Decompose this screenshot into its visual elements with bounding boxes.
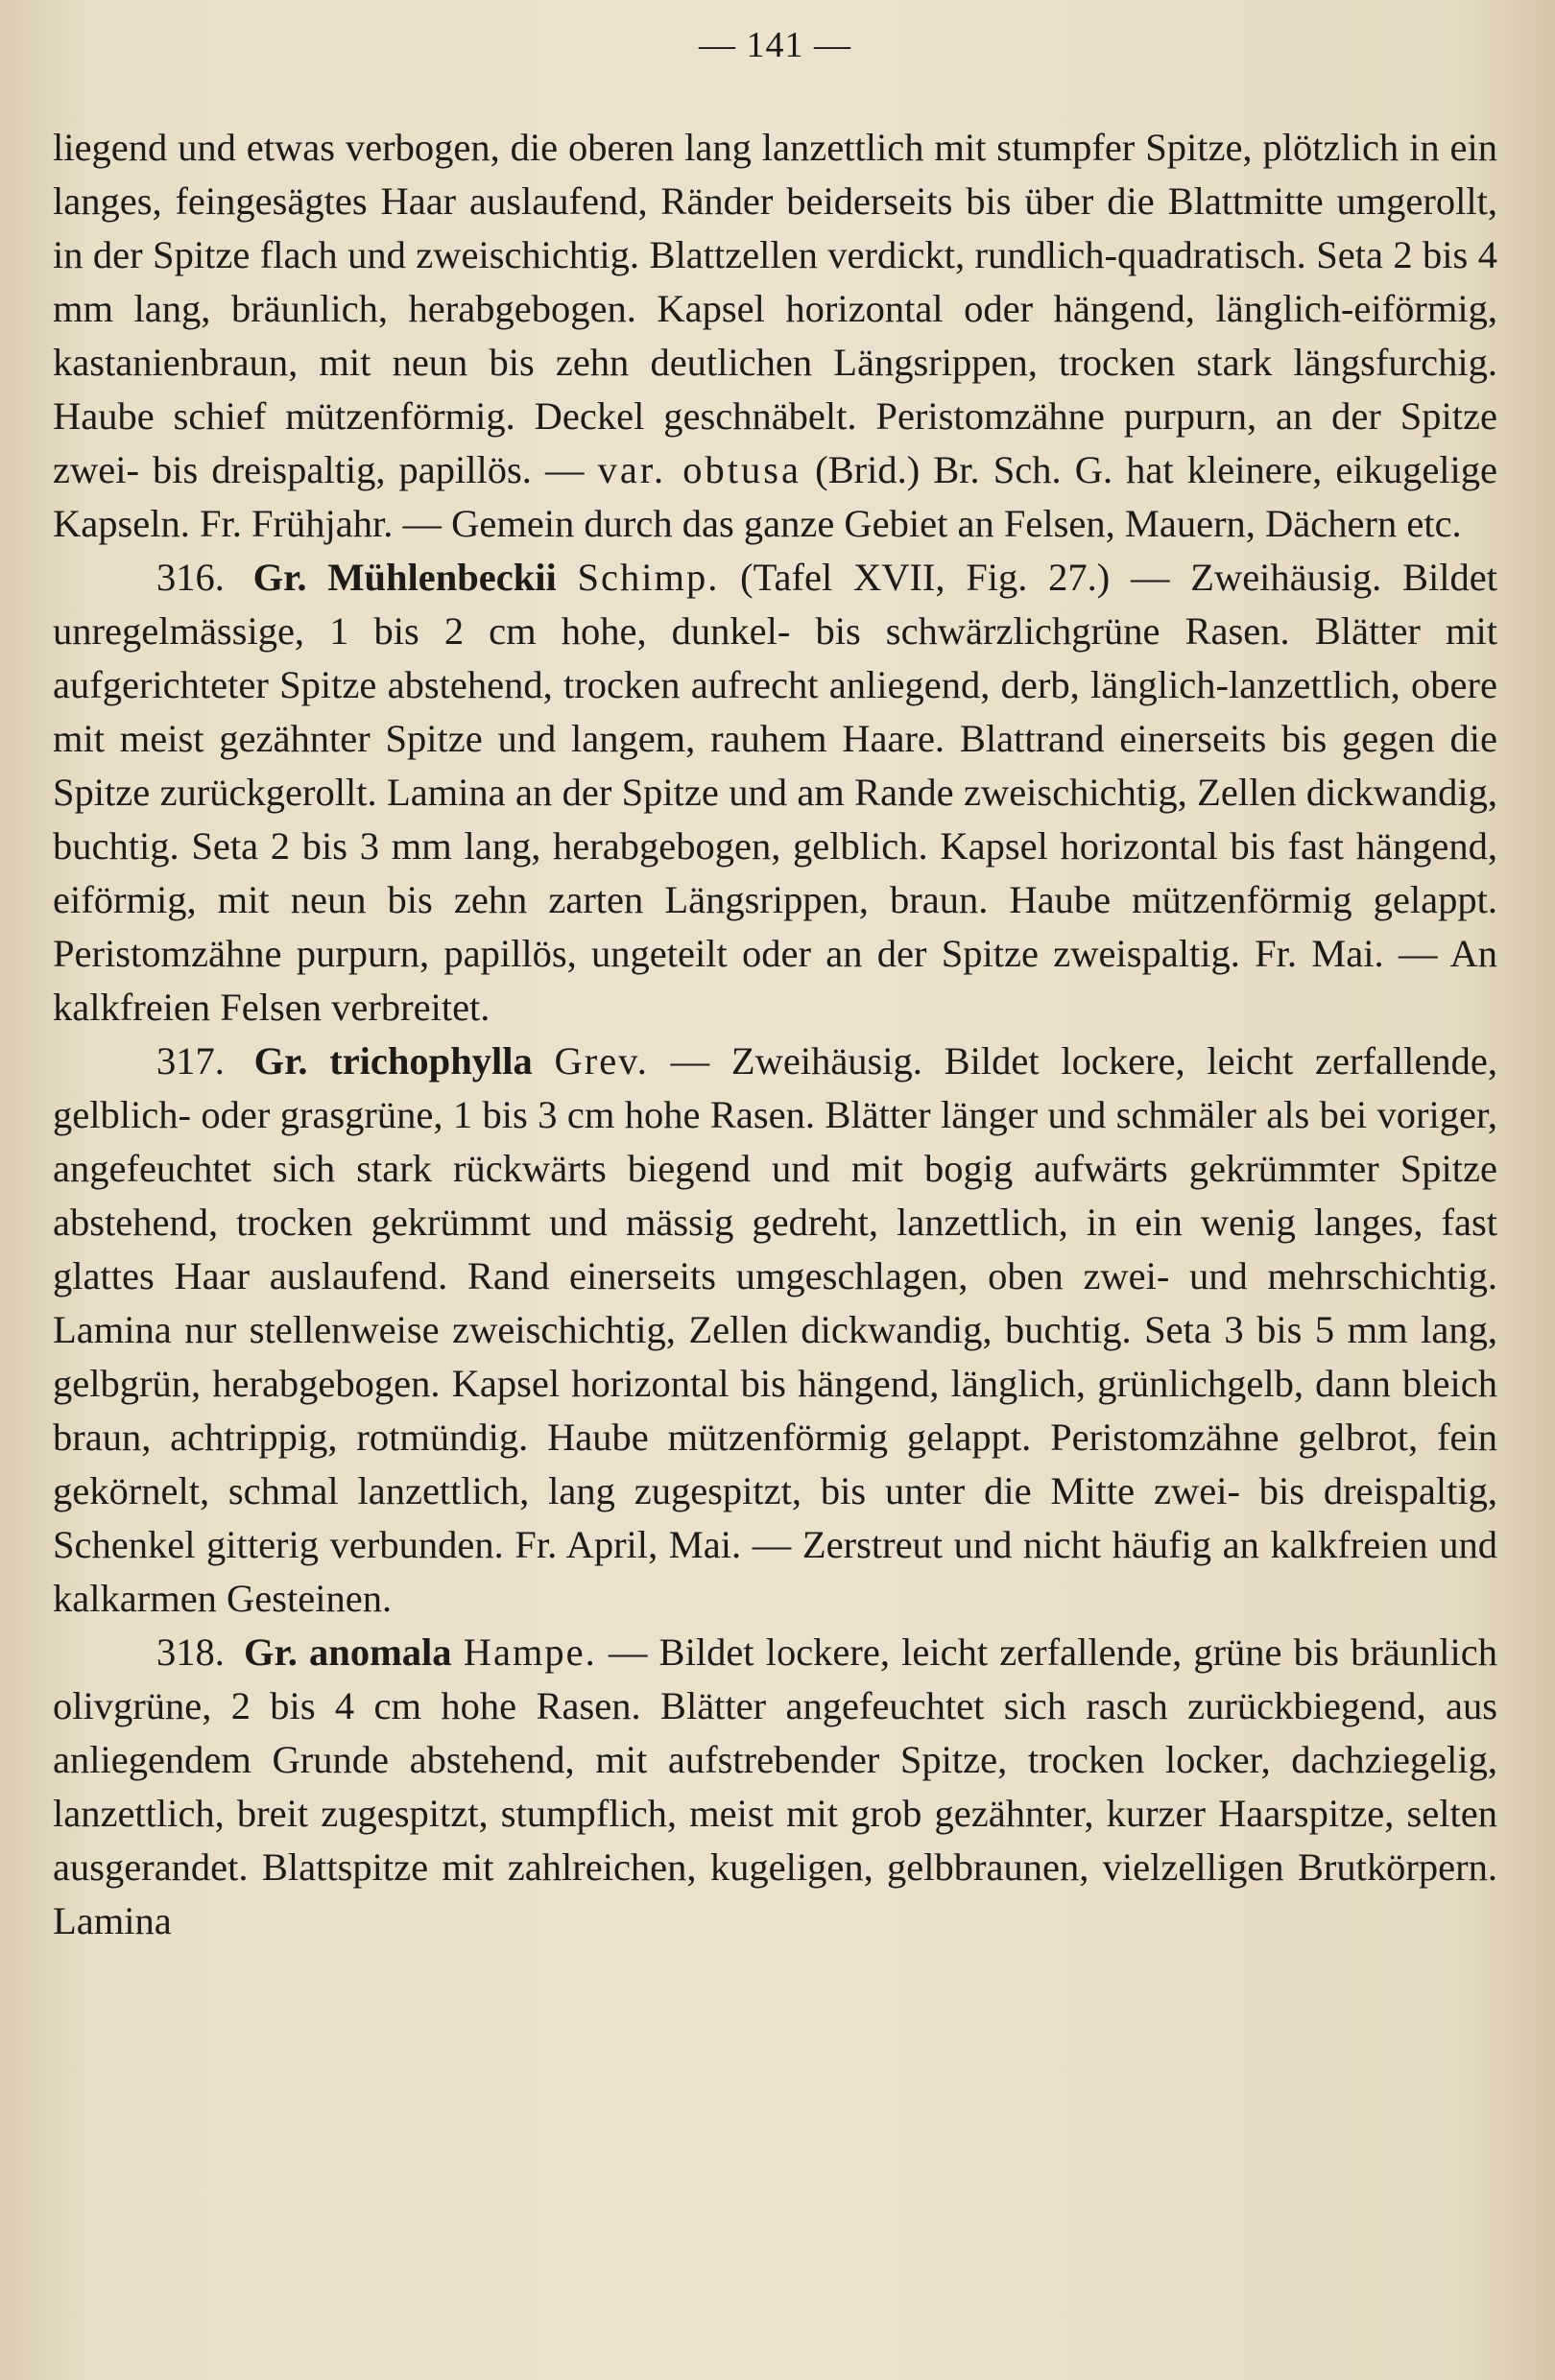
species-description: — Bildet lockere, leicht zerfallende, grüne bis bräunlich olivgrüne, 2 bis 4 cm hohe Rasen. Blätter angefeuchtet sich rasch zurückbiegend, aus anliegendem Grunde abstehend, mit aufstrebender Spitze, trocken locker, dachziegelig, lanzettlich, breit zugespitzt, stumpflich, meist mit grob gezähnter, kurzer Haarspitze, selten ausgerandet. Blattspitze mit zahlreichen, kugeligen, gelbbraunen, vielzelligen Brutkörpern. Lamina	[53, 1630, 1498, 1942]
continuation-paragraph	[53, 121, 1497, 551]
species-author: Hampe.	[463, 1630, 597, 1674]
entry-number: 317.	[156, 1039, 225, 1083]
species-entry-318	[53, 1626, 1497, 1948]
genus-abbreviation: Gr.	[253, 1039, 308, 1083]
species-author: Grev.	[554, 1039, 649, 1083]
page-body	[53, 121, 1497, 1948]
variety-name: var. obtusa	[597, 448, 802, 491]
continuation-text: liegend und etwas verbogen, die oberen lang lanzettlich mit stumpfer Spitze, plötzlich in ein langes, feingesägtes Haar auslaufend, Ränder beiderseits bis über die Blattmitte umgerollt, in der Spitze flach und zweischichtig. Blattzellen verdickt, rundlich-quadratisch. Seta 2 bis 4 mm lang, bräunlich, herabgebogen. Kapsel horizontal oder hängend, länglich-eiförmig, kastanienbraun, mit neun bis zehn deutlichen Längsrippen, trocken stark längsfurchig. Haube schief mützenförmig. Deckel geschnäbelt. Peristomzähne purpurn, an der Spitze zwei- bis dreispaltig, papillös. —	[53, 126, 1497, 491]
species-entry-316	[53, 551, 1497, 1035]
species-description: — Zweihäusig. Bildet lockere, leicht zerfallende, gelblich- oder grasgrüne, 1 bis 3 cm hohe Rasen. Blätter länger und schmäler als bei voriger, angefeuchtet sich stark rückwärts biegend und mit bogig aufwärts gekrümmter Spitze abstehend, trocken gekrümmt und mässig gedreht, lanzettlich, in ein wenig langes, fast glattes Haar auslaufend. Rand einerseits umgeschlagen, oben zwei- und mehrschichtig. Lamina nur stellenweise zweischichtig, Zellen dickwandig, buchtig. Seta 3 bis 5 mm lang, gelbgrün, herabgebogen. Kapsel horizontal bis hängend, länglich, grünlichgelb, dann bleich braun, achtrippig, rotmündig. Haube mützenförmig gelappt. Peristomzähne gelbrot, fein gekörnelt, schmal lanzettlich, lang zugespitzt, bis unter die Mitte zwei- bis dreispaltig, Schenkel gitterig verbunden. Fr. April, Mai. — Zerstreut und nicht häufig an kalkfreien und kalkarmen Gesteinen.	[53, 1039, 1498, 1620]
species-author: Schimp.	[577, 556, 720, 599]
entry-number: 318.	[156, 1630, 225, 1674]
species-description: (Tafel XVII, Fig. 27.) — Zweihäusig. Bildet unregelmässige, 1 bis 2 cm hohe, dunkel- bis schwärzlichgrüne Rasen. Blätter mit aufgerichteter Spitze abstehend, trocken aufrecht anliegend, derb, länglich-lanzettlich, obere mit meist gezähnter Spitze und langem, rauhem Haare. Blattrand einerseits bis gegen die Spitze zurückgerollt. Lamina an der Spitze und am Rande zweischichtig, Zellen dickwandig, buchtig. Seta 2 bis 3 mm lang, herabgebogen, gelblich. Kapsel horizontal bis fast hängend, eiförmig, mit neun bis zehn zarten Längsrippen, braun. Haube mützenförmig gelappt. Peristomzähne purpurn, papillös, ungeteilt oder an der Spitze zweispaltig. Fr. Mai. — An kalkfreien Felsen verbreitet.	[53, 556, 1498, 1029]
entry-number: 316.	[156, 556, 225, 599]
species-entry-317	[53, 1035, 1497, 1626]
species-name: anomala	[309, 1630, 452, 1674]
genus-abbreviation: Gr.	[244, 1630, 298, 1674]
page-number-header: — 141 —	[699, 25, 851, 65]
species-name: trichophylla	[329, 1039, 533, 1083]
species-name: Mühlenbeckii	[327, 556, 557, 599]
variety-text: (Brid.) Br. Sch. G. hat kleinere, eikugelige Kapseln. Fr. Frühjahr. — Gemein durch das ganze Gebiet an Felsen, Mauern, Dächern etc.	[53, 448, 1498, 545]
genus-abbreviation: Gr.	[252, 556, 307, 599]
